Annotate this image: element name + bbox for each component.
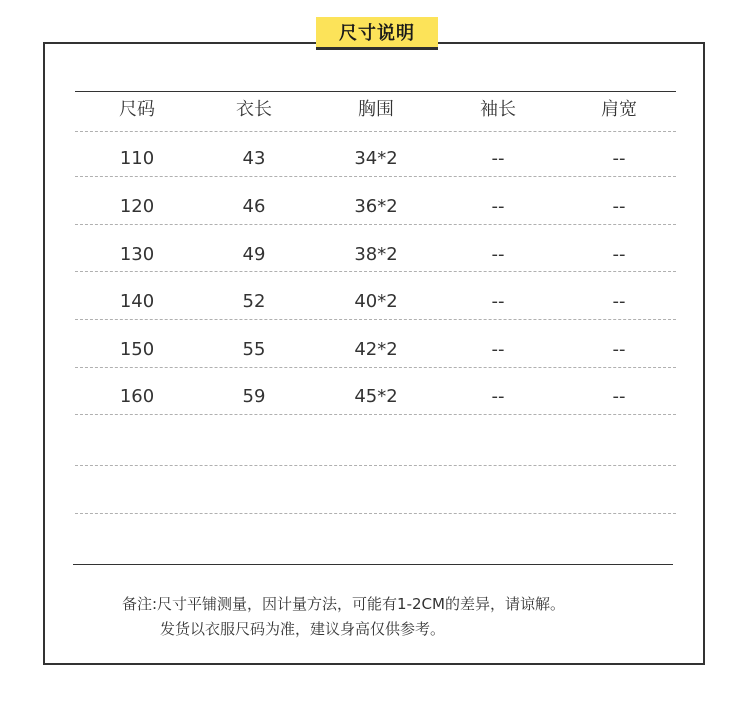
cell-length: 55 (242, 339, 266, 360)
cell-chest: 40*2 (354, 291, 398, 312)
cell-length: 46 (242, 196, 266, 217)
header-length: 衣长 (236, 99, 272, 120)
cell-length: 43 (242, 148, 266, 169)
cell-chest: 42*2 (354, 339, 398, 360)
header-size: 尺码 (119, 99, 155, 120)
cell-size: 150 (119, 339, 155, 360)
cell-size: 120 (119, 196, 155, 217)
header-sleeve: 袖长 (480, 99, 516, 120)
cell-shoulder: -- (612, 196, 626, 217)
cell-sleeve: -- (491, 291, 505, 312)
row-divider (75, 271, 676, 272)
cell-sleeve: -- (491, 196, 505, 217)
cell-size: 160 (119, 386, 155, 407)
note-line-1: 备注:尺寸平铺测量，因计量方法，可能有1-2CM的差异，请谅解。 (122, 595, 565, 613)
cell-size: 130 (119, 244, 155, 265)
cell-chest: 38*2 (354, 244, 398, 265)
cell-size: 110 (119, 148, 155, 169)
cell-shoulder: -- (612, 386, 626, 407)
cell-shoulder: -- (612, 148, 626, 169)
cell-length: 59 (242, 386, 266, 407)
header-divider (75, 131, 676, 132)
row-divider (75, 513, 676, 514)
cell-sleeve: -- (491, 339, 505, 360)
cell-sleeve: -- (491, 386, 505, 407)
cell-shoulder: -- (612, 339, 626, 360)
cell-size: 140 (119, 291, 155, 312)
row-divider (75, 319, 676, 320)
cell-length: 52 (242, 291, 266, 312)
cell-length: 49 (242, 244, 266, 265)
cell-chest: 34*2 (354, 148, 398, 169)
cell-chest: 36*2 (354, 196, 398, 217)
note-line-2: 发货以衣服尺码为准，建议身高仅供参考。 (160, 620, 446, 638)
row-divider (75, 176, 676, 177)
title-badge: 尺寸说明 (316, 17, 438, 50)
row-divider (75, 224, 676, 225)
cell-shoulder: -- (612, 244, 626, 265)
cell-shoulder: -- (612, 291, 626, 312)
row-divider (75, 367, 676, 368)
row-divider (75, 414, 676, 415)
table-top-rule (75, 91, 676, 92)
header-chest: 胸围 (358, 99, 394, 120)
table-bottom-rule (73, 564, 673, 565)
header-shoulder: 肩宽 (601, 99, 637, 120)
cell-sleeve: -- (491, 244, 505, 265)
cell-chest: 45*2 (354, 386, 398, 407)
cell-sleeve: -- (491, 148, 505, 169)
row-divider (75, 465, 676, 466)
